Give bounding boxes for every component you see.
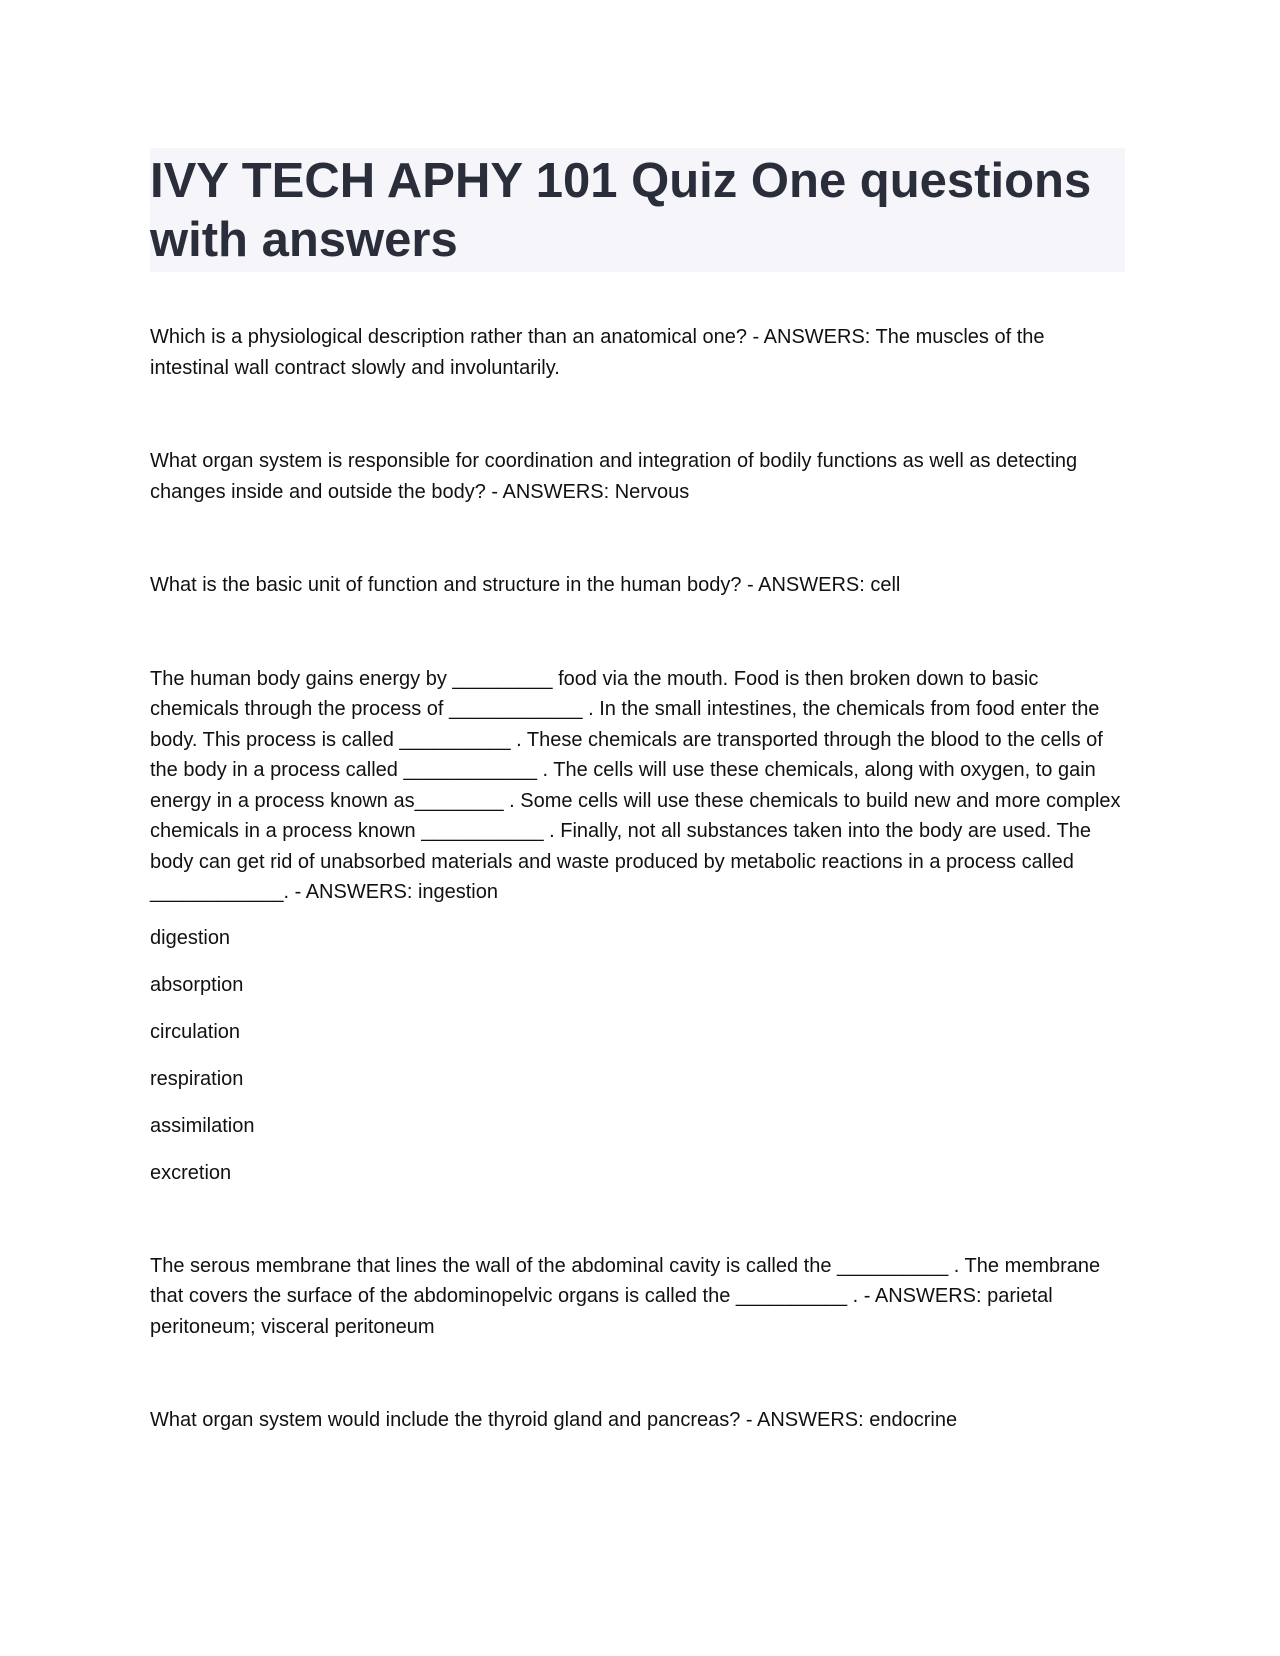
qa-paragraph: Which is a physiological description rather than an anatomical one? - ANSWERS: The muscles of the intestinal wall contract slowly and involuntarily. — [150, 326, 1045, 379]
qa-paragraph: What organ system would include the thyroid gland and pancreas? - ANSWERS: endocrine — [150, 1409, 958, 1431]
answer-list-item: respiration — [150, 1067, 244, 1090]
answer-list-item: circulation — [150, 1020, 241, 1043]
document-title: IVY TECH APHY 101 Quiz One questions with answers — [150, 154, 1092, 267]
answer-list-item: absorption — [150, 973, 244, 996]
document-content — [150, 322, 1125, 1436]
qa-paragraph: What organ system is responsible for coordination and integration of bodily functions as well as detecting changes inside and outside the body? - ANSWERS: Nervous — [150, 450, 1078, 503]
answer-list-item: assimilation — [150, 1114, 255, 1137]
qa-paragraph: What is the basic unit of function and structure in the human body? - ANSWERS: cell — [150, 574, 901, 596]
qa-paragraph: The human body gains energy by _________ food via the mouth. Food is then broken down to basic chemicals through the process of ____________ . In the small intestines, the chemicals from food enter the body. This process is called __________ . These chemicals are transported through the blood to the cells of the body in a process called ____________ . The cells will use these chemicals, along with oxygen, to gain energy in a process known as________ . Some cells will use these chemicals to build new and more complex chemicals in a process known ___________ . Finally, not all substances taken into the body are used. The body can get rid of unabsorbed materials and waste produced by metabolic reactions in a process called ____________. - ANSWERS: ingestion — [150, 667, 1121, 903]
document-page — [150, 148, 1125, 1436]
answer-list-item: excretion — [150, 1161, 232, 1184]
answer-list-item: digestion — [150, 926, 231, 949]
qa-paragraph: The serous membrane that lines the wall of the abdominal cavity is called the __________ . The membrane that covers the surface of the abdominopelvic organs is called the __________ . - ANSWERS: parietal peritoneum; visceral peritoneum — [150, 1254, 1101, 1338]
title-block — [150, 148, 1125, 272]
answer-list — [150, 923, 1125, 1188]
